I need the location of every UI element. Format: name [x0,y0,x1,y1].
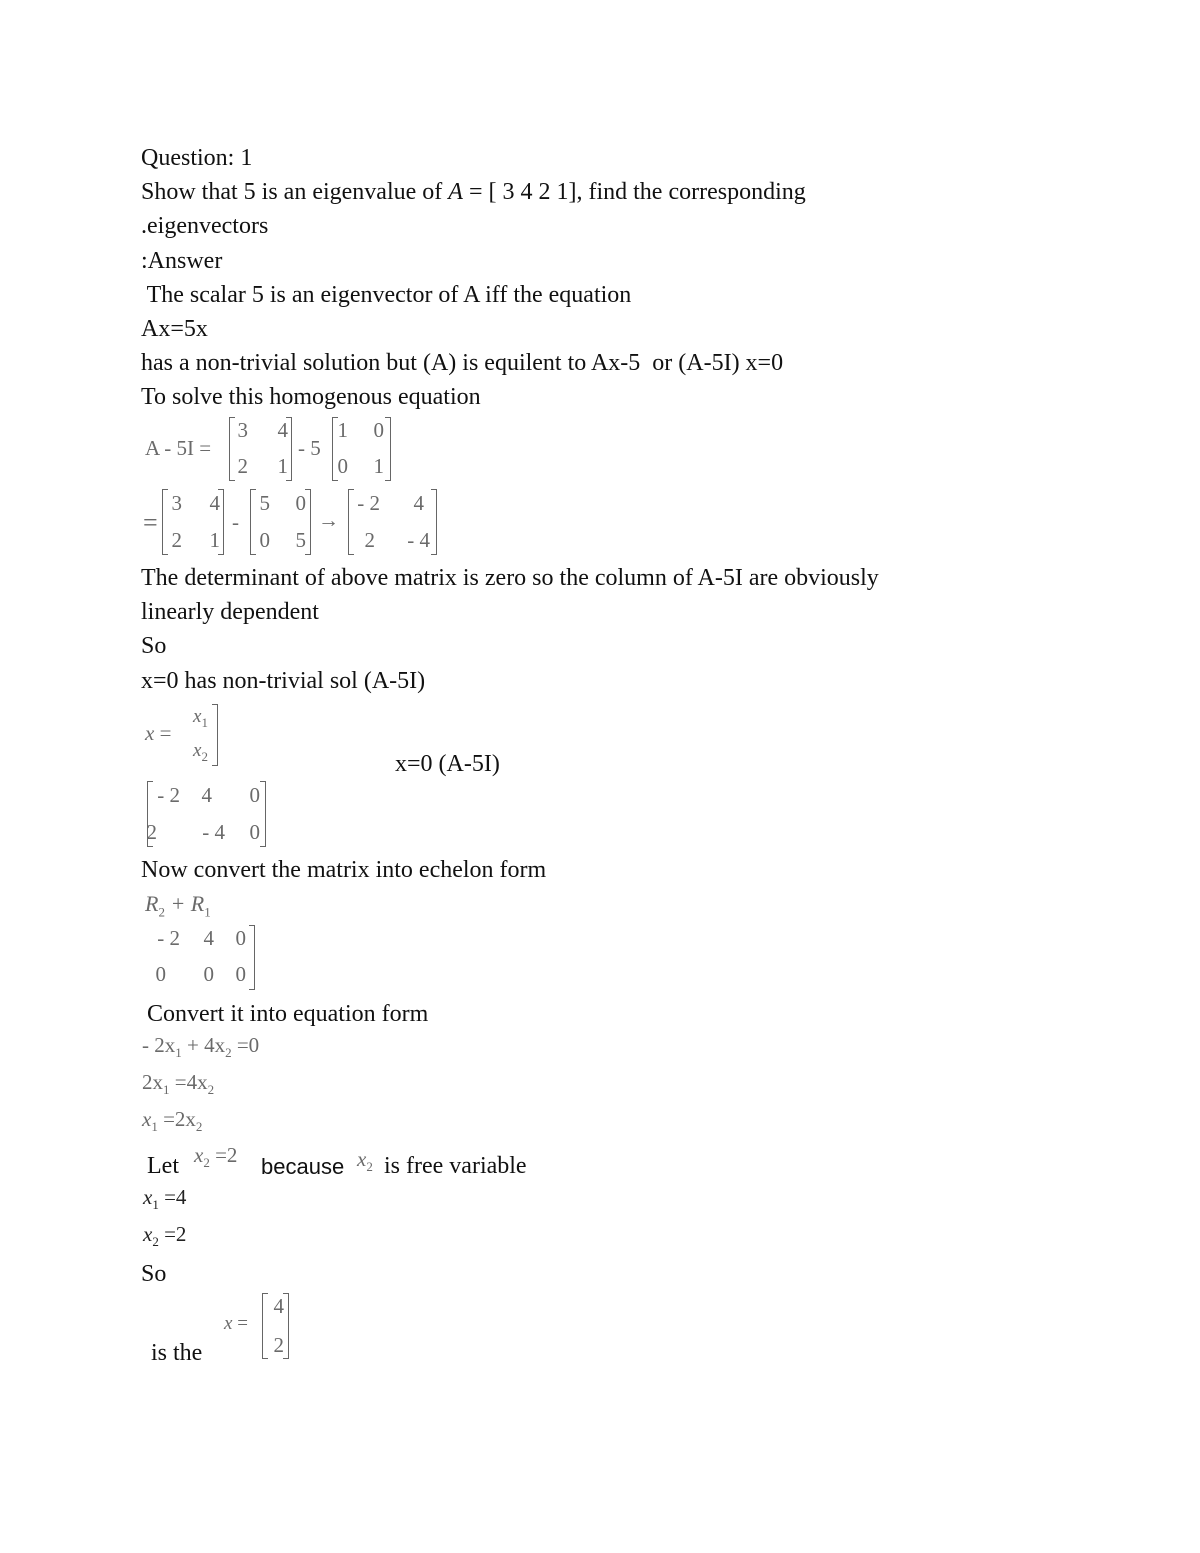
minus-sign: - [232,510,239,534]
x-var: x [224,1313,233,1334]
subscript: 1 [175,1045,182,1061]
matrix-cell: 4 [277,418,288,442]
a-minus-5i-label: A - 5I = [145,436,212,460]
matrix-cell: 1 [337,418,348,442]
prompt-text-cont: = [ 3 4 2 1], find the corresponding [462,179,806,205]
x1-value [143,1185,186,1213]
x0-statement-right: x=0 (A-5I) [395,751,500,777]
matrix-cell: 0 [249,820,260,844]
matrix-cell: 0 [249,783,260,807]
determinant-statement-cont: linearly dependent [141,599,319,625]
bracket-right [305,489,311,555]
x2-value [143,1222,186,1250]
bracket-right [283,1293,289,1359]
arrow-icon: → [318,508,339,532]
prompt-text: Show that 5 is an eigenvalue of [141,179,449,205]
matrix-cell: - 2 [157,926,180,950]
matrix-cell: 3 [237,418,248,442]
matrix-cell: - 2 [157,783,180,807]
bracket-right [260,781,266,847]
subscript: 1 [152,1197,159,1213]
x-var: x [193,740,202,761]
matrix-cell: 4 [203,926,214,950]
subscript: 2 [158,904,165,920]
so-label-final: So [141,1261,167,1287]
scalar-statement: The scalar 5 is an eigenvector of A iff the equation [141,282,632,308]
answer-label: :Answer [141,248,223,274]
x-var: x [194,1143,204,1167]
value: =4 [158,1185,187,1209]
matrix-cell: 0 [295,491,306,515]
matrix-cell: 0 [337,454,348,478]
x-equals-final: x = [224,1313,248,1334]
subscript: 2 [152,1234,159,1250]
equation-row-2 [142,1070,214,1098]
x-equals: x = [145,721,172,745]
x-var: x [145,721,155,745]
vector-x1 [193,706,208,731]
matrix-cell: 0 [235,962,246,986]
matrix-cell: 1 [373,454,384,478]
matrix-cell: 0 [259,528,270,552]
x-var: x [193,706,202,727]
row-operation [145,891,211,920]
eq-term: =2x [157,1107,196,1131]
subscript: 1 [204,904,211,920]
because-label: because [261,1154,345,1179]
x0-solution: x=0 has non-trivial sol (A-5I) [141,668,426,694]
vector-x2 [193,740,208,765]
ax-equation: Ax=5x [141,316,208,342]
matrix-cell: 4 [201,783,212,807]
eq-term: - 2x [142,1033,176,1057]
subscript: 2 [366,1159,373,1175]
vector-cell: 4 [273,1294,284,1318]
matrix-cell: - 4 [407,528,430,552]
equation-row-3 [142,1107,202,1135]
bracket-right [249,925,255,990]
determinant-statement: The determinant of above matrix is zero so the column of A-5I are obviously [141,565,879,591]
equation-row-1 [142,1033,259,1061]
equals-sign: = [143,508,158,537]
question-prompt-end: .eigenvectors [141,213,269,239]
x-var: x [357,1147,367,1171]
matrix-cell: 3 [171,491,182,515]
subscript: 1 [151,1119,158,1135]
eq-term: + 4x [181,1033,226,1057]
matrix-cell: 1 [277,454,288,478]
eq-term: =0 [231,1033,260,1057]
eq-term: =4x [169,1070,208,1094]
bracket-right [218,489,224,555]
matrix-cell: 5 [259,491,270,515]
solve-statement: To solve this homogenous equation [141,384,481,410]
r-var: R [145,891,159,916]
convert-equation-statement: Convert it into equation form [141,1001,429,1027]
matrix-cell: 0 [203,962,214,986]
bracket-right [286,417,292,481]
subscript: 2 [195,1119,203,1135]
let-x2 [194,1143,237,1171]
subscript: 1 [163,1082,170,1098]
matrix-cell: - 4 [202,820,225,844]
echelon-statement: Now convert the matrix into echelon form [141,857,547,883]
matrix-cell: 1 [209,528,220,552]
value: =2 [158,1222,187,1246]
free-x2 [357,1147,373,1175]
let-label: Let [141,1153,179,1179]
matrix-cell: - 2 [357,491,380,515]
subscript: 2 [207,1082,215,1098]
free-variable-label: is free variable [384,1153,527,1179]
question-heading: Question: 1 [141,145,253,171]
x-var: x [143,1185,153,1209]
matrix-cell: 0 [235,926,246,950]
bracket-right [212,704,218,766]
subscript: 1 [201,714,208,730]
nontrivial-statement: has a non-trivial solution but (A) is equilent to Ax-5 or (A-5I) x=0 [141,350,784,376]
let-value: =2 [209,1143,238,1167]
r-var: + R [164,891,205,916]
matrix-cell: 0 [155,962,166,986]
bracket-right [385,417,391,481]
x-var: x [143,1222,153,1246]
matrix-cell: 5 [295,528,306,552]
subscript: 2 [225,1045,232,1061]
matrix-cell: 0 [373,418,384,442]
subscript: 2 [203,1155,210,1171]
is-the-label: is the [145,1340,203,1366]
matrix-cell: 2 [146,820,157,844]
bracket-right [431,489,437,555]
minus-five: - 5 [298,436,321,460]
matrix-cell: 2 [237,454,248,478]
eq-term: 2x [142,1070,163,1094]
matrix-cell: 2 [364,528,375,552]
matrix-cell: 2 [171,528,182,552]
prompt-variable: A [448,179,463,205]
so-label: So [141,633,167,659]
vector-cell: 2 [273,1333,284,1357]
question-prompt [141,177,806,207]
matrix-cell: 4 [413,491,424,515]
matrix-cell: 4 [209,491,220,515]
subscript: 2 [201,748,208,764]
eq-term: x [142,1107,152,1131]
